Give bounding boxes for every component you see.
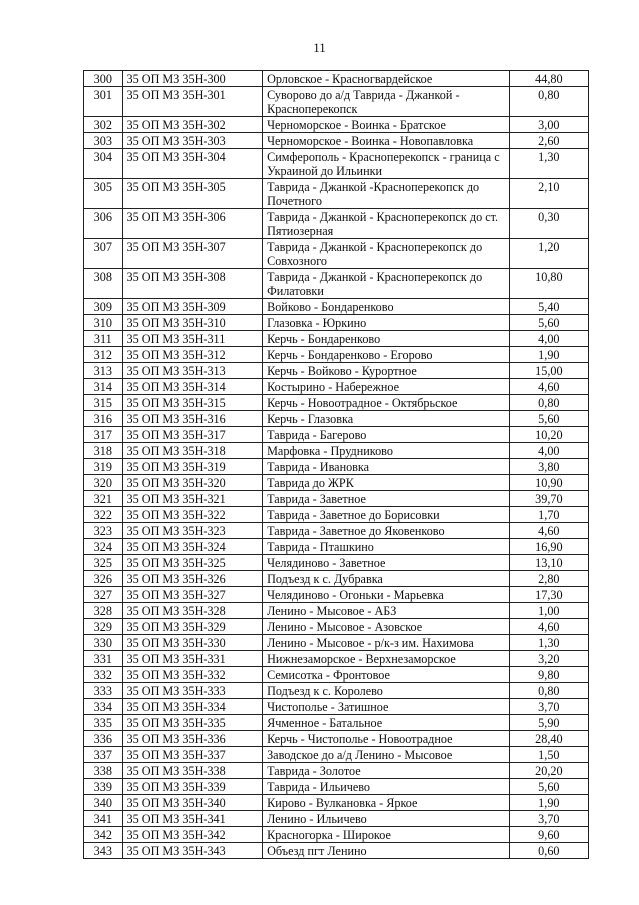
table-row (84, 715, 589, 731)
road-name-cell: Подъезд к с. Дубравка (263, 571, 510, 587)
road-number-cell: 337 (84, 747, 123, 763)
road-name-cell: Челядиново - Огоньки - Марьевка (263, 587, 510, 603)
road-length-cell: 4,00 (509, 331, 588, 347)
road-code-cell: 35 ОП МЗ 35Н-309 (122, 299, 263, 315)
road-number-cell: 322 (84, 507, 123, 523)
road-length-cell: 5,60 (509, 315, 588, 331)
road-code-cell: 35 ОП МЗ 35Н-334 (122, 699, 263, 715)
road-length-cell: 15,00 (509, 363, 588, 379)
road-length-cell: 4,60 (509, 523, 588, 539)
road-code-cell: 35 ОП МЗ 35Н-326 (122, 571, 263, 587)
road-length-cell: 2,60 (509, 133, 588, 149)
road-length-cell: 0,80 (509, 683, 588, 699)
road-number-cell: 341 (84, 811, 123, 827)
table-row (84, 539, 589, 555)
table-row (84, 699, 589, 715)
road-length-cell: 0,80 (509, 395, 588, 411)
road-code-cell: 35 ОП МЗ 35Н-320 (122, 475, 263, 491)
table-row (84, 427, 589, 443)
road-code-cell: 35 ОП МЗ 35Н-324 (122, 539, 263, 555)
road-code-cell: 35 ОП МЗ 35Н-312 (122, 347, 263, 363)
road-name-cell: Чистополье - Затишное (263, 699, 510, 715)
road-number-cell: 339 (84, 779, 123, 795)
table-row (84, 747, 589, 763)
road-number-cell: 318 (84, 443, 123, 459)
road-code-cell: 35 ОП МЗ 35Н-323 (122, 523, 263, 539)
table-row (84, 587, 589, 603)
road-name-cell: Костырино - Набережное (263, 379, 510, 395)
road-name-cell: Суворово до а/д Таврида - Джанкой - Красноперекопск (263, 87, 510, 117)
road-length-cell: 9,80 (509, 667, 588, 683)
road-name-cell: Керчь - Глазовка (263, 411, 510, 427)
table-row (84, 149, 589, 179)
table-row (84, 179, 589, 209)
table-row (84, 731, 589, 747)
road-length-cell: 1,00 (509, 603, 588, 619)
table-row (84, 443, 589, 459)
table-row (84, 843, 589, 859)
table-row (84, 523, 589, 539)
road-name-cell: Семисотка - Фронтовое (263, 667, 510, 683)
road-length-cell: 1,20 (509, 239, 588, 269)
road-code-cell: 35 ОП МЗ 35Н-328 (122, 603, 263, 619)
road-length-cell: 1,30 (509, 635, 588, 651)
table-row (84, 651, 589, 667)
road-length-cell: 10,20 (509, 427, 588, 443)
road-name-cell: Красногорка - Широкое (263, 827, 510, 843)
road-length-cell: 4,60 (509, 619, 588, 635)
road-code-cell: 35 ОП МЗ 35Н-319 (122, 459, 263, 475)
road-length-cell: 2,80 (509, 571, 588, 587)
road-number-cell: 332 (84, 667, 123, 683)
table-row (84, 347, 589, 363)
table-row (84, 71, 589, 87)
road-number-cell: 333 (84, 683, 123, 699)
road-length-cell: 5,60 (509, 411, 588, 427)
table-row (84, 603, 589, 619)
table-row (84, 795, 589, 811)
road-code-cell: 35 ОП МЗ 35Н-315 (122, 395, 263, 411)
table-row (84, 331, 589, 347)
road-code-cell: 35 ОП МЗ 35Н-313 (122, 363, 263, 379)
roads-table-body (84, 71, 589, 859)
road-code-cell: 35 ОП МЗ 35Н-318 (122, 443, 263, 459)
page-number: 11 (313, 40, 326, 55)
table-row (84, 491, 589, 507)
road-length-cell: 1,90 (509, 795, 588, 811)
road-name-cell: Ленино - Мысовое - Азовское (263, 619, 510, 635)
road-number-cell: 317 (84, 427, 123, 443)
road-code-cell: 35 ОП МЗ 35Н-303 (122, 133, 263, 149)
road-code-cell: 35 ОП МЗ 35Н-336 (122, 731, 263, 747)
road-name-cell: Таврида - Пташкино (263, 539, 510, 555)
road-name-cell: Ленино - Мысовое - р/к-з им. Нахимова (263, 635, 510, 651)
road-length-cell: 13,10 (509, 555, 588, 571)
table-row (84, 683, 589, 699)
road-number-cell: 325 (84, 555, 123, 571)
road-number-cell: 338 (84, 763, 123, 779)
road-number-cell: 312 (84, 347, 123, 363)
road-length-cell: 0,60 (509, 843, 588, 859)
road-number-cell: 340 (84, 795, 123, 811)
road-number-cell: 313 (84, 363, 123, 379)
road-name-cell: Ячменное - Батальное (263, 715, 510, 731)
road-name-cell: Керчь - Бондаренково (263, 331, 510, 347)
road-code-cell: 35 ОП МЗ 35Н-321 (122, 491, 263, 507)
road-name-cell: Таврида - Ильичево (263, 779, 510, 795)
road-name-cell: Кирово - Вулкановка - Яркое (263, 795, 510, 811)
road-length-cell: 1,30 (509, 149, 588, 179)
road-code-cell: 35 ОП МЗ 35Н-311 (122, 331, 263, 347)
table-row (84, 363, 589, 379)
table-row (84, 411, 589, 427)
road-name-cell: Таврида - Джанкой - Красноперекопск до Совхозного (263, 239, 510, 269)
road-name-cell: Керчь - Новоотрадное - Октябрьское (263, 395, 510, 411)
road-number-cell: 326 (84, 571, 123, 587)
road-number-cell: 324 (84, 539, 123, 555)
road-length-cell: 2,10 (509, 179, 588, 209)
road-name-cell: Нижнезаморское - Верхнезаморское (263, 651, 510, 667)
road-name-cell: Таврида - Золотое (263, 763, 510, 779)
road-name-cell: Ленино - Ильичево (263, 811, 510, 827)
table-row (84, 811, 589, 827)
road-code-cell: 35 ОП МЗ 35Н-327 (122, 587, 263, 603)
table-row (84, 619, 589, 635)
road-number-cell: 301 (84, 87, 123, 117)
road-name-cell: Марфовка - Прудниково (263, 443, 510, 459)
road-length-cell: 1,70 (509, 507, 588, 523)
road-length-cell: 5,60 (509, 779, 588, 795)
road-number-cell: 335 (84, 715, 123, 731)
road-length-cell: 28,40 (509, 731, 588, 747)
road-name-cell: Таврида до ЖРК (263, 475, 510, 491)
table-row (84, 133, 589, 149)
road-code-cell: 35 ОП МЗ 35Н-304 (122, 149, 263, 179)
road-number-cell: 342 (84, 827, 123, 843)
road-code-cell: 35 ОП МЗ 35Н-340 (122, 795, 263, 811)
road-name-cell: Черноморское - Воинка - Братское (263, 117, 510, 133)
road-name-cell: Орловское - Красногвардейское (263, 71, 510, 87)
table-row (84, 117, 589, 133)
road-code-cell: 35 ОП МЗ 35Н-332 (122, 667, 263, 683)
road-name-cell: Таврида - Джанкой - Красноперекопск до Филатовки (263, 269, 510, 299)
road-number-cell: 327 (84, 587, 123, 603)
road-length-cell: 5,90 (509, 715, 588, 731)
table-row (84, 667, 589, 683)
road-length-cell: 1,50 (509, 747, 588, 763)
road-name-cell: Таврида - Заветное до Борисовки (263, 507, 510, 523)
road-length-cell: 39,70 (509, 491, 588, 507)
road-name-cell: Керчь - Войково - Курортное (263, 363, 510, 379)
road-number-cell: 320 (84, 475, 123, 491)
road-name-cell: Черноморское - Воинка - Новопавловка (263, 133, 510, 149)
road-length-cell: 0,80 (509, 87, 588, 117)
road-name-cell: Подъезд к с. Королево (263, 683, 510, 699)
road-number-cell: 334 (84, 699, 123, 715)
road-name-cell: Войково - Бондаренково (263, 299, 510, 315)
table-row (84, 299, 589, 315)
road-code-cell: 35 ОП МЗ 35Н-322 (122, 507, 263, 523)
road-number-cell: 331 (84, 651, 123, 667)
road-code-cell: 35 ОП МЗ 35Н-300 (122, 71, 263, 87)
table-row (84, 827, 589, 843)
road-code-cell: 35 ОП МЗ 35Н-335 (122, 715, 263, 731)
road-name-cell: Таврида - Багерово (263, 427, 510, 443)
road-number-cell: 315 (84, 395, 123, 411)
road-number-cell: 303 (84, 133, 123, 149)
road-number-cell: 336 (84, 731, 123, 747)
road-number-cell: 310 (84, 315, 123, 331)
road-code-cell: 35 ОП МЗ 35Н-339 (122, 779, 263, 795)
road-name-cell: Заводское до а/д Ленино - Мысовое (263, 747, 510, 763)
road-code-cell: 35 ОП МЗ 35Н-317 (122, 427, 263, 443)
road-length-cell: 3,70 (509, 699, 588, 715)
road-length-cell: 44,80 (509, 71, 588, 87)
road-code-cell: 35 ОП МЗ 35Н-338 (122, 763, 263, 779)
road-name-cell: Таврида - Джанкой - Красноперекопск до ст. Пятиозерная (263, 209, 510, 239)
road-code-cell: 35 ОП МЗ 35Н-308 (122, 269, 263, 299)
road-name-cell: Таврида - Заветное (263, 491, 510, 507)
road-name-cell: Керчь - Чистополье - Новоотрадное (263, 731, 510, 747)
road-code-cell: 35 ОП МЗ 35Н-341 (122, 811, 263, 827)
road-length-cell: 3,20 (509, 651, 588, 667)
road-number-cell: 309 (84, 299, 123, 315)
road-number-cell: 300 (84, 71, 123, 87)
road-number-cell: 304 (84, 149, 123, 179)
table-row (84, 395, 589, 411)
road-name-cell: Керчь - Бондаренково - Егорово (263, 347, 510, 363)
road-number-cell: 307 (84, 239, 123, 269)
road-code-cell: 35 ОП МЗ 35Н-314 (122, 379, 263, 395)
road-length-cell: 17,30 (509, 587, 588, 603)
table-row (84, 459, 589, 475)
road-number-cell: 328 (84, 603, 123, 619)
road-code-cell: 35 ОП МЗ 35Н-305 (122, 179, 263, 209)
road-code-cell: 35 ОП МЗ 35Н-331 (122, 651, 263, 667)
road-code-cell: 35 ОП МЗ 35Н-333 (122, 683, 263, 699)
table-row (84, 779, 589, 795)
road-number-cell: 319 (84, 459, 123, 475)
road-name-cell: Таврида - Джанкой -Красноперекопск до Почетного (263, 179, 510, 209)
road-code-cell: 35 ОП МЗ 35Н-325 (122, 555, 263, 571)
road-name-cell: Ленино - Мысовое - АБЗ (263, 603, 510, 619)
road-length-cell: 1,90 (509, 347, 588, 363)
road-code-cell: 35 ОП МЗ 35Н-306 (122, 209, 263, 239)
road-number-cell: 305 (84, 179, 123, 209)
road-length-cell: 10,90 (509, 475, 588, 491)
road-code-cell: 35 ОП МЗ 35Н-310 (122, 315, 263, 331)
road-number-cell: 314 (84, 379, 123, 395)
road-length-cell: 0,30 (509, 209, 588, 239)
road-name-cell: Таврида - Ивановка (263, 459, 510, 475)
table-row (84, 571, 589, 587)
table-row (84, 475, 589, 491)
road-number-cell: 323 (84, 523, 123, 539)
table-row (84, 209, 589, 239)
road-length-cell: 3,80 (509, 459, 588, 475)
table-row (84, 87, 589, 117)
road-name-cell: Челядиново - Заветное (263, 555, 510, 571)
road-length-cell: 4,00 (509, 443, 588, 459)
road-length-cell: 20,20 (509, 763, 588, 779)
road-number-cell: 316 (84, 411, 123, 427)
table-row (84, 507, 589, 523)
table-row (84, 379, 589, 395)
road-length-cell: 3,00 (509, 117, 588, 133)
road-code-cell: 35 ОП МЗ 35Н-301 (122, 87, 263, 117)
road-code-cell: 35 ОП МЗ 35Н-342 (122, 827, 263, 843)
table-row (84, 635, 589, 651)
road-length-cell: 16,90 (509, 539, 588, 555)
road-length-cell: 10,80 (509, 269, 588, 299)
road-number-cell: 343 (84, 843, 123, 859)
road-code-cell: 35 ОП МЗ 35Н-337 (122, 747, 263, 763)
table-row (84, 555, 589, 571)
road-length-cell: 9,60 (509, 827, 588, 843)
table-row (84, 763, 589, 779)
road-name-cell: Симферополь - Красноперекопск - граница с Украиной до Ильинки (263, 149, 510, 179)
road-length-cell: 5,40 (509, 299, 588, 315)
road-code-cell: 35 ОП МЗ 35Н-329 (122, 619, 263, 635)
road-number-cell: 306 (84, 209, 123, 239)
road-code-cell: 35 ОП МЗ 35Н-343 (122, 843, 263, 859)
road-name-cell: Глазовка - Юркино (263, 315, 510, 331)
roads-table (83, 70, 589, 859)
road-number-cell: 321 (84, 491, 123, 507)
road-number-cell: 302 (84, 117, 123, 133)
table-row (84, 315, 589, 331)
road-length-cell: 3,70 (509, 811, 588, 827)
road-code-cell: 35 ОП МЗ 35Н-330 (122, 635, 263, 651)
road-code-cell: 35 ОП МЗ 35Н-316 (122, 411, 263, 427)
road-number-cell: 308 (84, 269, 123, 299)
road-name-cell: Таврида - Заветное до Яковенково (263, 523, 510, 539)
table-row (84, 269, 589, 299)
road-number-cell: 311 (84, 331, 123, 347)
road-length-cell: 4,60 (509, 379, 588, 395)
table-row (84, 239, 589, 269)
road-code-cell: 35 ОП МЗ 35Н-302 (122, 117, 263, 133)
road-code-cell: 35 ОП МЗ 35Н-307 (122, 239, 263, 269)
road-number-cell: 329 (84, 619, 123, 635)
road-name-cell: Объезд пгт Ленино (263, 843, 510, 859)
road-number-cell: 330 (84, 635, 123, 651)
